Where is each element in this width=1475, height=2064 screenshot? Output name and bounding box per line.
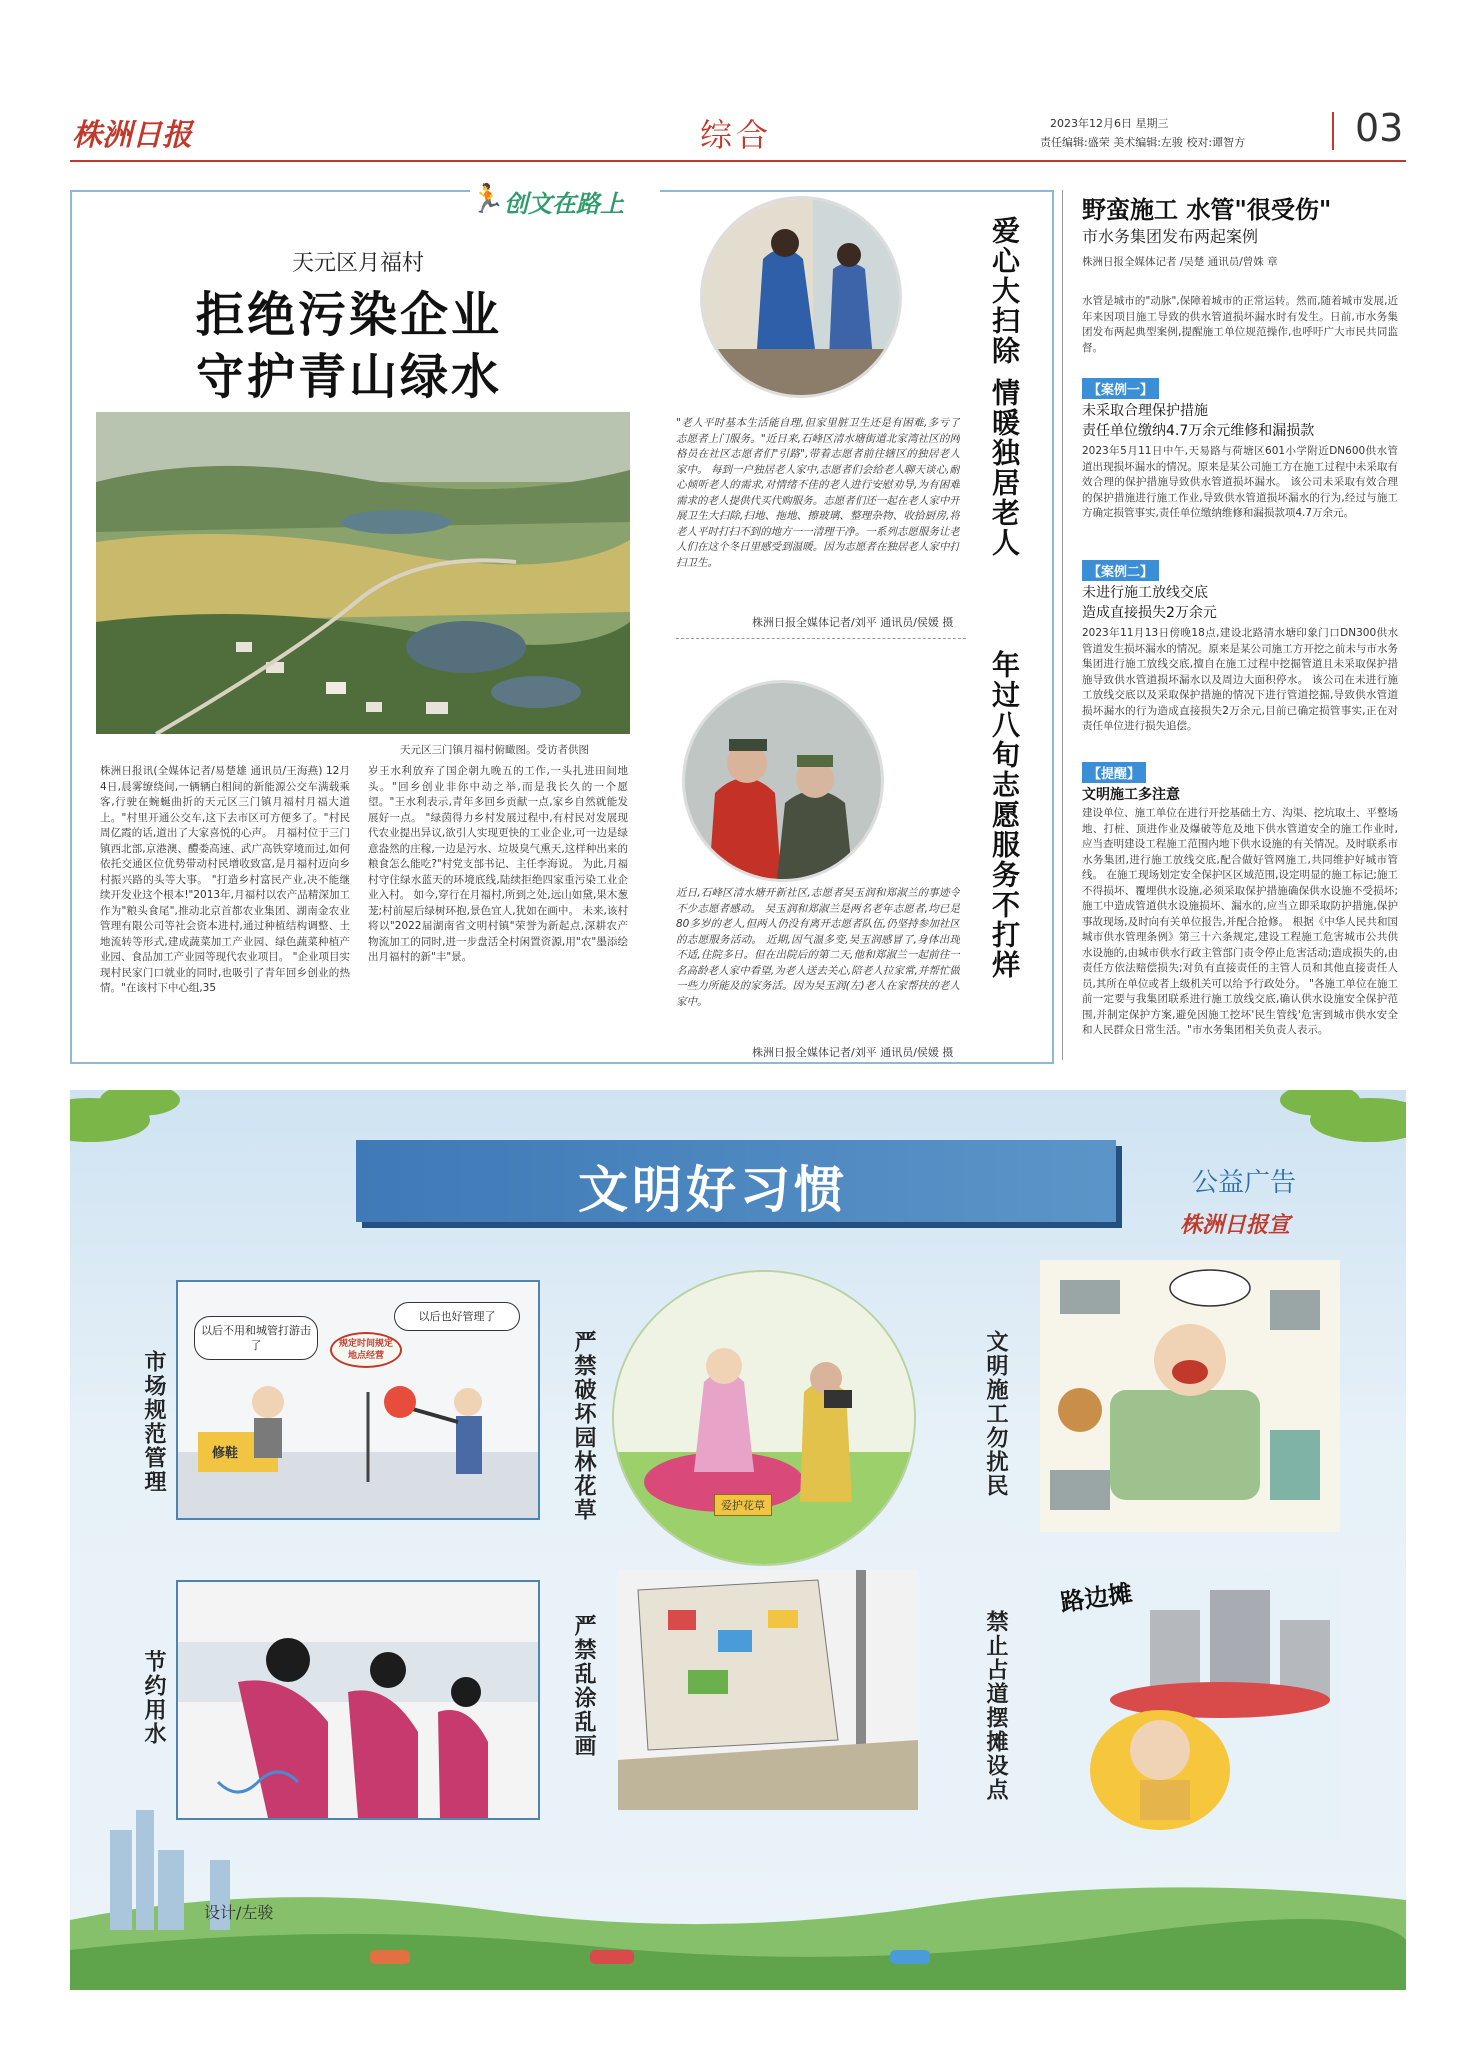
middle-story-separator (676, 638, 966, 639)
caption-construction-noise: 文明施工勿扰民 (983, 1330, 1008, 1498)
left-story-col-2: 岁王水利放弃了国企朝九晚五的工作,一头扎进田间地头。"回乡创业非你中动之举,而是我长久的一个愿望。"王水利表示,青年多回乡贡献一点,家乡自然就能发展好一点。 "绿茵得力乡村发展过程中,有村民对发展现代农业提出异议,欲引人实现更快的工业企业,可一边是绿意盎然的庄稼,一边是污水、垃圾臭气熏天,这样种出来的粮食怎么能吃?"村党支部书记、主任李海说。 为此,月福村守住绿水蓝天的环境底线,陆续拒绝四家重污染工业企业入村。 如今,穿行在月福村,所到之处,远山如黛,果木葱茏;村前屋后绿树环抱,景色宜人,犹如在画中。 未来,该村将以"2022届湖南省文明村镇"荣誉为新起点,深耕农产物流加工的同时,进一步盘活全村闲置资源,用"农"墨添绘出月福村的新"丰"景。 (368, 765, 628, 963)
case-1-text: 2023年5月11日中午,天易路与荷塘区601小学附近DN600供水管道出现损坏漏水的情况。原来是某公司施工方在施工过程中未采取有效合理的保护措施导致供水管道损坏漏水。 该公司未采取有效合理的保护措施进行施工作业,导致供水管道损坏漏水的行为,经过与施工方确定损管事实,责任单位缴纳维修和漏损款项4.7万余元。 (1082, 445, 1398, 519)
caption-market-management: 市场规范管理 (141, 1350, 166, 1494)
case-2-subtitle: 造成直接损失2万余元 (1082, 605, 1217, 621)
right-story-byline: 株洲日报全媒体记者 /吴楚 通讯员/曾姝 章 (1082, 256, 1278, 268)
elderly-photo-art (685, 683, 881, 879)
runner-icon: 🏃 (470, 182, 505, 215)
photo-caption: 天元区三门镇月福村俯瞰图。受访者供图 (400, 744, 589, 756)
right-story-subhead: 市水务集团发布两起案例 (1082, 227, 1259, 246)
speech-bubble-2: 以后也好管理了 (394, 1302, 520, 1331)
story-kicker: 天元区月福村 (292, 251, 425, 276)
tip-title: 文明施工多注意 (1082, 787, 1180, 803)
cleaning-photo-art (703, 199, 899, 395)
protect-flowers-sign: 爱护花草 (714, 1494, 772, 1516)
ad-sponsor: 株洲日报宣 (1180, 1212, 1291, 1238)
noise-cartoon-art (1040, 1260, 1340, 1532)
cartoon-no-graffiti (618, 1570, 918, 1810)
cartoon-no-street-stalls (1040, 1570, 1340, 1840)
water-cartoon-art (178, 1582, 538, 1818)
cartoon-market-management (176, 1280, 540, 1520)
tip-text: 建设单位、施工单位在进行开挖基础土方、沟渠、挖坑取土、平整场地、打桩、顶进作业及爆破等危及地下供水管道安全的施工作业时,应当查明建设工程施工范围内地下供水设施的有关情况。及时联系市水务集团,进行施工放线交底,配合做好管网施工,共同维护好城市管线。 在施工现场划定安全保护区区域范围,设定明显的施工标记;施工不得损坏、覆埋供水设施,必须采取保护措施确保供水设施不受损坏;施工中造成管道供水设施损坏、漏水的,应当立即采取防护措施,保护事故现场,及时向有关单位报告,并配合抢修。 根据《中华人民共和国城市供水管理条例》第三十六条规定,建设工程施工危害城市公共供水设施的,由城市供水行政主管部门责令停止危害活动;造成损失的,由责任方依法赔偿损失;对负有直接责任的主管人员和其他直接责任人员,其所在单位或者上级机关可以给予行政处分。 "各施工单位在施工前一定要与我集团联系进行施工放线交底,确认供水设施安全保护范围,并制定保护方案,避免因施工挖坏'民生管线'危害到城市供水安全和人民群众日常生活。"市水务集团相关负责人表示。 (1082, 807, 1398, 1036)
case-2-tag: 【案例二】 (1082, 560, 1159, 581)
street-stall-sign: 路边摊 (1058, 1579, 1134, 1617)
elderly-volunteers-photo (682, 680, 884, 882)
garden-cartoon-art (614, 1272, 914, 1564)
case-1-title: 未采取合理保护措施 (1082, 403, 1208, 419)
column-banner (470, 178, 660, 222)
case-1-tag: 【案例一】 (1082, 378, 1159, 399)
middle-story-text-2: 近日,石峰区清水塘开新社区,志愿者吴玉润和郑淑兰的事迹令不少志愿者感动。 吴玉润和郑淑兰是两名老年志愿者,均已是80多岁的老人,但两人仍没有离开志愿者队伍,仍坚持参加社区的志愿服务活动。 近期,因气温多变,吴玉润感冒了,身体出现不适,住院多日。但在出院后的第二天,他和郑淑兰一起前往一名高龄老人家中看望,为老人送去关心,陪老人拉家常,并帮忙做一些力所能及的家务活。因为吴玉润(左)老人在家帮扶的老人家中。 (676, 887, 960, 1008)
middle-headline-1: 爱心大扫除 情暖独居老人 (988, 216, 1021, 558)
speech-bubble-1: 以后不用和城管打游击了 (194, 1316, 318, 1360)
middle-headline-2: 年过八旬志愿服务不打烊 (988, 650, 1021, 980)
volunteer-cleaning-photo (700, 196, 902, 398)
tip-tag: 【提醒】 (1082, 762, 1146, 783)
masthead-rule (70, 160, 1406, 162)
middle-story-byline-1: 株洲日报全媒体记者/刘平 通讯员/侯媛 摄 (752, 616, 954, 629)
page-number: 03 (1355, 106, 1404, 150)
caption-protect-garden: 严禁破坏园林花草 (571, 1330, 596, 1522)
case-2-text: 2023年11月13日傍晚18点,建设北路清水塘印象门口DN300供水管道发生损坏漏水的情况。原来是某公司施工方开挖之前未与市水务集团进行施工放线交底,擅自在施工过程中挖掘管道且未采取保护措施导致供水管道损坏漏水以及周边大面积停水。 该公司在未进行施工放线交底以及采取保护措施的情况下进行管道挖掘,导致供水管道损坏漏水的行为造成直接损失2万余元,目前已确定损管事实,正在对责任单位进行损失追偿。 (1082, 627, 1398, 732)
right-story-headline: 野蛮施工 水管"很受伤" (1082, 195, 1332, 224)
cartoon-construction-noise (1040, 1260, 1340, 1532)
cartoon-water-saving (176, 1580, 540, 1820)
editors-credit: 责任编辑:盛荣 美术编辑:左骏 校对:谭智方 (1040, 136, 1246, 149)
shoe-repair-sign: 修鞋 (212, 1446, 239, 1461)
ad-label: 公益广告 (1192, 1168, 1297, 1198)
headline-line-2: 守护青山绿水 (196, 349, 503, 405)
ad-designer-credit: 设计/左骏 (204, 1903, 274, 1922)
section-title: 综合 (700, 116, 773, 154)
right-column-rule (1062, 190, 1063, 1060)
village-aerial-photo (96, 412, 630, 734)
headline-line-1: 拒绝污染企业 (196, 287, 503, 343)
caption-no-street-stalls: 禁止占道摆摊设点 (983, 1610, 1008, 1802)
cartoon-protect-garden (612, 1270, 916, 1566)
column-banner-text: 创文在路上 (504, 190, 624, 218)
graffiti-cartoon-art (618, 1570, 918, 1810)
caption-water-saving: 节约用水 (141, 1650, 166, 1746)
caption-no-graffiti: 严禁乱涂乱画 (571, 1614, 596, 1758)
issue-date: 2023年12月6日 星期三 (1050, 117, 1169, 130)
left-story-col-1: 株洲日报讯(全媒体记者/易楚雄 通讯员/王海燕) 12月4日,晨雾缭绕间,一辆辆白相间的新能源公交车满载乘客,行驶在蜿蜒曲折的天元区三门镇月福村月福大道上。"村里开通公交车,这下去市区可方便多了。"村民周亿霞的话,道出了大家喜悦的心声。 月福村位于三门镇西北部,京港澳、醴娄高速、武广高铁穿境而过,如何依托交通区位优势带动村民增收致富,是月福村迈向乡村振兴路的头等大事。 "打造乡村富民产业,决不能继续开发业这个根本!"2013年,月福村以农产品精深加工作为"粮头食尾",推动北京首都农业集团、湖南金农业管理有限公司等社会资本进村,通过种植结构调整、土地流转等形式,建成蔬菜加工产业园、绿色蔬菜种植产业园、食品加工产业园等现代农业项目。 "企业项目实现村民家门口就业的同时,也吸引了青年回乡创业的热情。"在该村下中心组,35 (100, 765, 350, 994)
masthead-logo: 株洲日报 (72, 118, 192, 153)
case-2-title: 未进行施工放线交底 (1082, 585, 1208, 601)
middle-story-text-1: "老人平时基本生活能自理,但家里脏卫生还是有困难,多亏了志愿者上门服务。"近日来,石峰区清水塘街道北家湾社区的网格员在社区志愿者们"引路",带着志愿者前往辖区的独居老人家中。 每到一户独居老人家中,志愿者们会给老人聊天谈心,耐心倾听老人的需求,对情绪不佳的老人进行安慰劝导,为有困难需求的老人提供代买代购服务。志愿者们还一起在老人家中开展卫生大扫除,扫地、拖地、擦玻璃、整理杂物、收拾厨房,将老人平时打扫不到的地方一一清理干净。一系列志愿服务让老人们在这个冬日里感受到温暖。因为志愿者在独居老人家中打扫卫生。 (676, 417, 960, 569)
ad-title: 文明好习惯 (578, 1161, 848, 1219)
right-story-intro: 水管是城市的"动脉",保障着城市的正常运转。然而,随着城市发展,近年来因项目施工导致的供水管道损坏漏水时有发生。日前,市水务集团发布两起典型案例,提醒施工单位规范操作,也呼吁广大市民共同监督。 (1082, 295, 1398, 354)
case-1-subtitle: 责任单位缴纳4.7万余元维修和漏损款 (1082, 423, 1315, 439)
masthead-divider (1332, 112, 1334, 150)
aerial-photo-art (96, 412, 630, 734)
middle-story-byline-2: 株洲日报全媒体记者/刘平 通讯员/侯媛 摄 (752, 1046, 954, 1059)
regulation-sign: 规定时间规定地点经营 (330, 1332, 402, 1368)
